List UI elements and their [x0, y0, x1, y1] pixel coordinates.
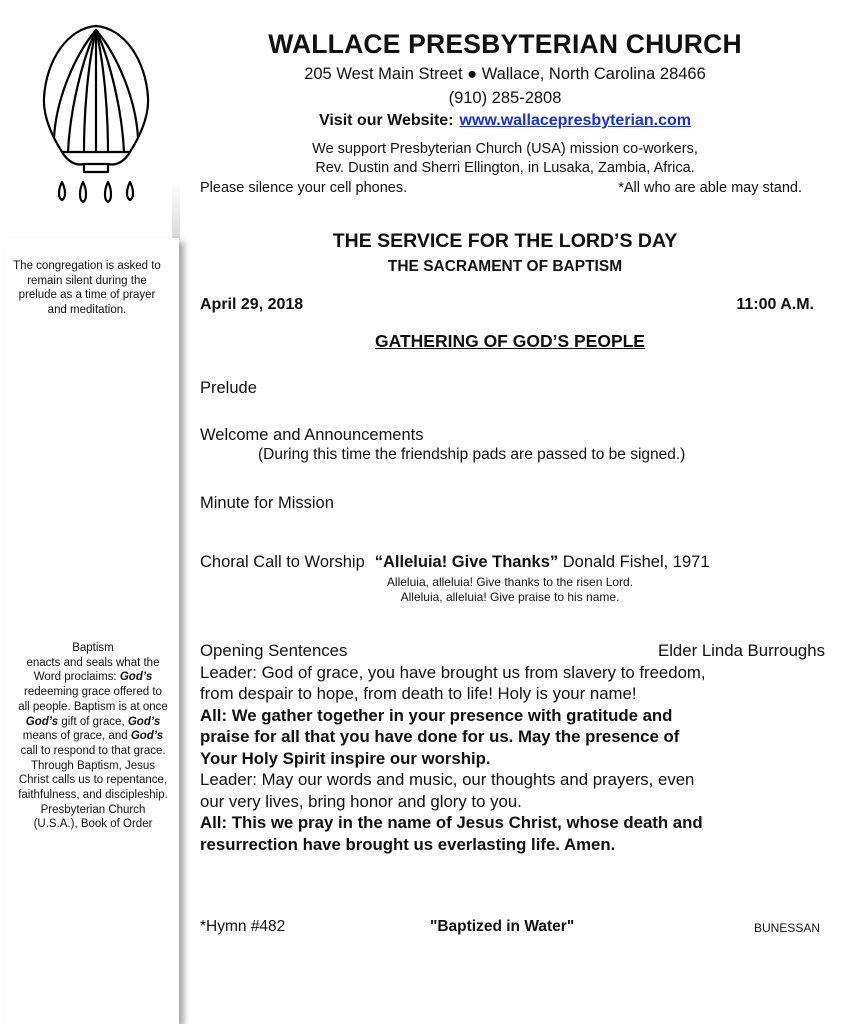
website-link[interactable]: www.wallacepresbyterian.com [459, 112, 692, 129]
prelude-note: The congregation is asked to remain silent during the prelude as a time of prayer and meditation. [13, 260, 161, 317]
opening-sentences-header [200, 640, 825, 662]
baptism-note-text: gift of grace, [61, 715, 125, 728]
welcome-item: Welcome and Announcements [200, 426, 424, 444]
choral-call-row [200, 553, 820, 572]
baptism-note-text: call to respond to that grace. Through Baptism, Jesus Christ calls us to repentance, faithfulness, and discipleship. Presbyterian Church (U.S.A.), Book of Order [18, 744, 168, 831]
baptism-note-emph: God’s [130, 730, 164, 743]
litany-line: resurrection have brought us everlasting life. Amen. [200, 834, 616, 854]
section-heading: GATHERING OF GOD’S PEOPLE [375, 331, 645, 351]
church-phone: (910) 285-2808 [448, 89, 562, 107]
opening-sentences [200, 640, 825, 855]
notices-row [200, 180, 802, 196]
litany-line: Leader: God of grace, you have brought us from slavery to freedom, [200, 662, 706, 682]
choral-composer: Donald Fishel, 1971 [562, 553, 710, 571]
opening-label: Opening Sentences [200, 641, 348, 660]
litany-line: Your Holy Spirit inspire our worship. [200, 748, 491, 768]
website-line [200, 112, 810, 130]
litany-line: from despair to hope, from death to life! Holy is your name! [200, 684, 637, 703]
service-date: April 29, 2018 [200, 296, 304, 313]
baptism-note [17, 641, 169, 832]
mission-support-line: Rev. Dustin and Sherri Ellington, in Lusaka, Zambia, Africa. [315, 160, 695, 176]
mission-support [200, 140, 810, 178]
church-address: 205 West Main Street ● Wallace, North Carolina 28466 [304, 65, 706, 83]
hymn-row [200, 918, 820, 936]
prelude-item: Prelude [200, 379, 257, 397]
service-time: 11:00 A.M. [736, 296, 814, 313]
baptism-note-text: redeeming grace offered to all people. Baptism is at once [18, 686, 168, 713]
baptism-note-emph: God’s [25, 715, 59, 728]
choral-lyric-line: Alleluia, alleluia! Give praise to his name. [400, 590, 620, 604]
hymn-number: *Hymn #482 [200, 918, 286, 935]
litany-line: our very lives, bring honor and glory to you. [200, 791, 522, 811]
stand-note: *All who are able may stand. [618, 180, 802, 196]
sidebar-notes [7, 238, 179, 1024]
service-subtitle: THE SACRAMENT OF BAPTISM [387, 258, 623, 275]
choral-title: “Alleluia! Give Thanks” [374, 553, 559, 571]
litany-line: All: We gather together in your presence with gratitude and [200, 705, 673, 725]
baptism-note-heading: Baptism [72, 642, 114, 654]
baptism-note-emph: God’s [127, 715, 161, 728]
choral-lyric-line: Alleluia, alleluia! Give thanks to the risen Lord. [386, 575, 634, 589]
minute-for-mission-item: Minute for Mission [200, 494, 334, 512]
sidebar-shadow [172, 180, 180, 240]
baptism-note-text: means of grace, and [22, 730, 128, 743]
litany-line: praise for all that you have done for us. May the presence of [200, 727, 680, 746]
litany-lines [200, 662, 825, 856]
litany-line: Leader: May our words and music, our thoughts and prayers, even [200, 770, 695, 789]
hymn-tune: BUNESSAN [753, 921, 820, 935]
silence-note: Please silence your cell phones. [200, 180, 408, 196]
website-label: Visit our Website: [318, 112, 454, 129]
mission-support-line: We support Presbyterian Church (USA) mission co-workers, [312, 141, 698, 157]
litany-line: All: This we pray in the name of Jesus Christ, whose death and [200, 813, 703, 832]
church-name: WALLACE PRESBYTERIAN CHURCH [268, 29, 742, 59]
choral-label: Choral Call to Worship [200, 553, 365, 571]
service-title: THE SERVICE FOR THE LORD’S DAY [332, 230, 678, 252]
hymn-title: "Baptized in Water" [430, 918, 575, 935]
date-time-row [200, 296, 814, 314]
baptism-note-text: enacts and seals what the Word proclaims: [26, 656, 160, 684]
scallop-shell-icon [38, 20, 154, 210]
baptism-note-emph: God’s [119, 671, 153, 684]
welcome-note: (During this time the friendship pads are passed to be signed.) [258, 446, 686, 463]
choral-lyrics [200, 575, 820, 605]
opening-leader: Elder Linda Burroughs [658, 641, 825, 660]
